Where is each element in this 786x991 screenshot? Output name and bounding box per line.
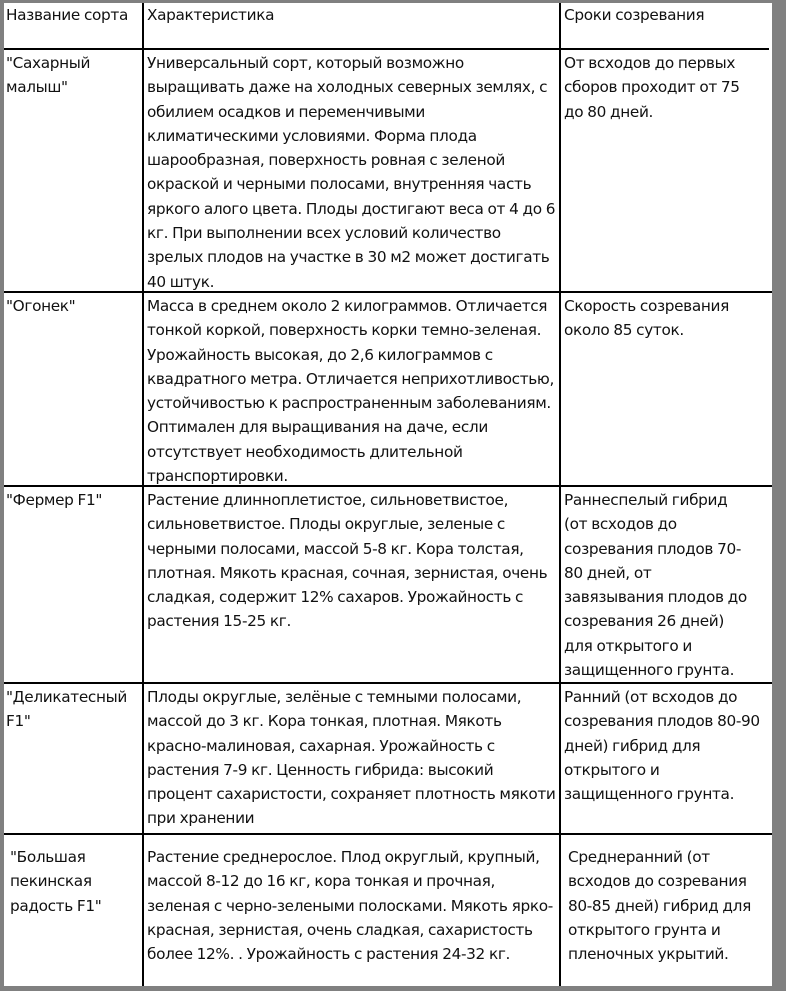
variety-name: "Большая пекинская радость F1" [10,848,102,915]
variety-characteristic: Растение среднерослое. Плод округлый, крупный, массой 8-12 до 16 кг, кора тонкая и прочная, зеленая с черно-зелеными полосками. Мякоть ярко-красная, зернистая, очень сладкая, сахаристость более 12%. . Урожайность с растения 24-32 кг. [147,848,553,964]
header-ripening: Сроки созревания [564,6,705,24]
variety-name: "Сахарный малыш" [6,54,91,97]
column-divider-1 [142,3,144,986]
variety-characteristic: Плоды округлые, зелёные с темными полосами, массой до 3 кг. Кора тонкая, плотная. Мякоть красно-малиновая, сахарная. Урожайность с растения 7-9 кг. Ценность гибрида: высокий процент сахаристости, сохраняет плотность мякоти при хранении [147,688,556,828]
variety-name: "Деликатесный F1" [6,688,127,731]
variety-characteristic: Масса в среднем около 2 килограммов. Отличается тонкой коркой, поверхность корки темно-зеленая. Урожайность высокая, до 2,6 килограммов с квадратного метра. Отличается неприхотливостью, устойчивостью к распространенным заболеваниям. Оптимален для выращивания на даче, если отсутствует необходимость длительной транспортировки. [147,297,554,486]
document-page [4,3,772,986]
variety-name: "Огонек" [6,297,76,315]
row-divider-header [4,48,769,50]
variety-ripening: Скорость созревания около 85 суток. [564,297,729,340]
variety-characteristic: Универсальный сорт, который возможно выращивать даже на холодных северных землях, с обилием осадков и переменчивыми климатическими условиями. Форма плода шарообразная, поверхность ровная с зеленой окраской и черными полосами, внутренняя часть яркого алого цвета. Плоды достигают веса от 4 до 6 кг. При выполнении всех условий количество зрелых плодов на участке в 30 м2 может достигать 40 штук. [147,54,556,291]
variety-ripening: Ранний (от всходов до созревания плодов 80-90 дней) гибрид для открытого и защищенного грунта. [564,688,760,804]
header-characteristic: Характеристика [147,6,275,24]
variety-ripening: Среднеранний (от всходов до созревания 80-85 дней) гибрид для открытого грунта и пленочных укрытий. [568,848,751,964]
variety-name: "Фермер F1" [6,491,103,509]
variety-characteristic: Растение длинноплетистое, сильноветвистое, сильноветвистое. Плоды округлые, зеленые с черными полосами, массой 5-8 кг. Кора толстая, плотная. Мякоть красная, сочная, зернистая, очень сладкая, содержит 12% сахаров. Урожайность с растения 15-25 кг. [147,491,548,631]
header-variety-name: Название сорта [6,6,128,24]
row-divider-4 [4,833,772,835]
variety-ripening: От всходов до первых сборов проходит от 75 до 80 дней. [564,54,740,121]
variety-ripening: Раннеспелый гибрид (от всходов до созревания плодов 70-80 дней, от завязывания плодов до созревания 26 дней) для открытого и защищенного грунта. [564,491,747,680]
